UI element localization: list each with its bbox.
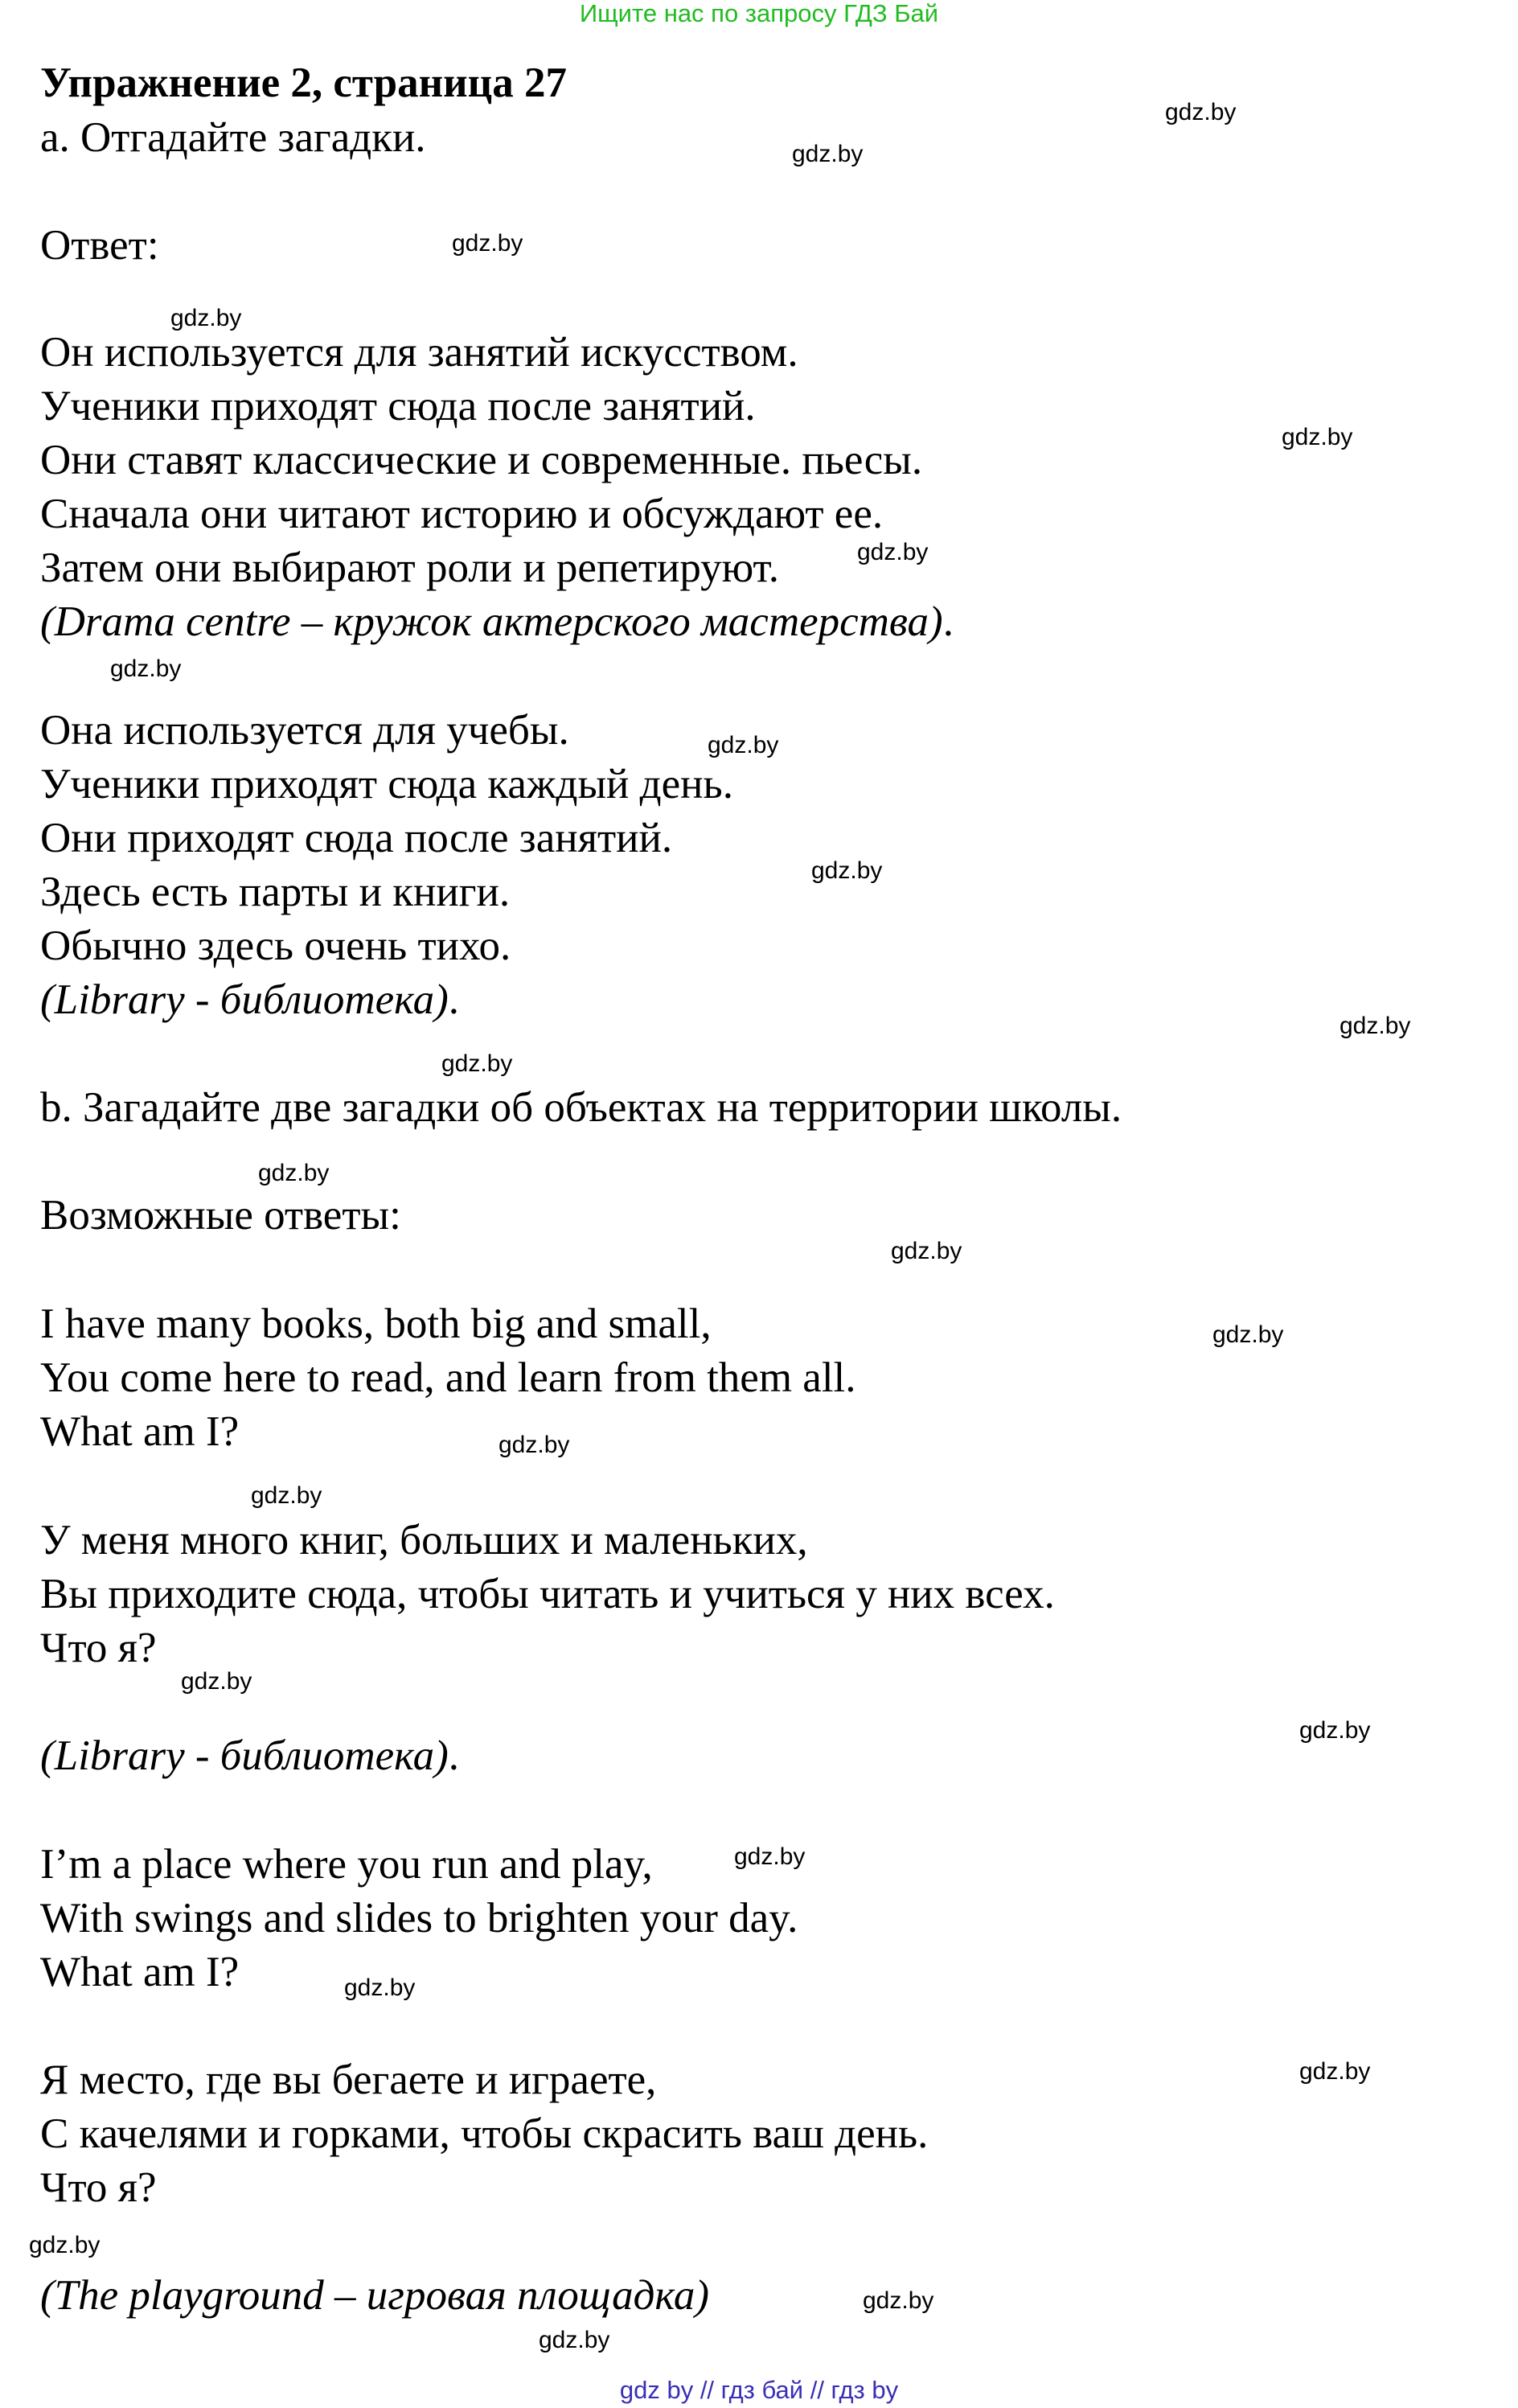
riddle1-answer-period: . (942, 598, 954, 645)
riddle4-ru-line: С качелями и горками, чтобы скрасить ваш день. (40, 2110, 929, 2157)
riddle4-en-line: I’m a place where you run and play, (40, 1841, 653, 1888)
watermark: gdz.by (708, 732, 779, 758)
watermark: gdz.by (1299, 2058, 1371, 2085)
watermark: gdz.by (344, 1974, 416, 2001)
watermark: gdz.by (539, 2327, 610, 2353)
watermark: gdz.by (857, 539, 929, 565)
watermark: gdz.by (1340, 1013, 1411, 1039)
riddle3-answer-text: (Library - библиотека) (40, 1732, 449, 1779)
part-a-heading: а. Отгадайте загадки. (40, 114, 426, 161)
riddle3-ru-line: Что я? (40, 1625, 157, 1671)
riddle4-answer: (The playground – игровая площадка) (40, 2272, 710, 2319)
watermark: gdz.by (1299, 1717, 1371, 1744)
watermark: gdz.by (498, 1432, 570, 1458)
watermark: gdz.by (452, 230, 523, 257)
watermark: gdz.by (251, 1482, 322, 1509)
riddle2-line: Они приходят сюда после занятий. (40, 815, 673, 861)
answer-label: Ответ: (40, 222, 159, 269)
watermark: gdz.by (734, 1843, 806, 1870)
riddle4-ru-line: Я место, где вы бегаете и играете, (40, 2057, 657, 2103)
riddle1-line: Сначала они читают историю и обсуждают ее. (40, 491, 884, 537)
riddle2-line: Она используется для учебы. (40, 707, 569, 754)
exercise-title: Упражнение 2, страница 27 (40, 60, 567, 106)
riddle2-line: Ученики приходят сюда каждый день. (40, 761, 733, 807)
watermark: gdz.by (792, 141, 864, 167)
riddle2-line: Обычно здесь очень тихо. (40, 923, 511, 969)
watermark: gdz.by (811, 857, 883, 884)
riddle2-answer-period: . (448, 976, 460, 1023)
possible-answers-label: Возможные ответы: (40, 1192, 401, 1239)
footer-links[interactable]: gdz by // гдз бай // гдз by (619, 2376, 899, 2404)
watermark: gdz.by (170, 305, 242, 331)
riddle3-answer (40, 1731, 459, 1781)
part-b-heading: b. Загадайте две загадки об объектах на территории школы. (40, 1084, 1122, 1131)
riddle3-ru-line: У меня много книг, больших и маленьких, (40, 1517, 808, 1564)
riddle1-answer (40, 597, 954, 647)
riddle3-ru-line: Вы приходите сюда, чтобы читать и учиться у них всех. (40, 1571, 1055, 1617)
watermark: gdz.by (1165, 99, 1237, 125)
riddle3-answer-period: . (448, 1732, 460, 1779)
riddle3-en-line: You come here to read, and learn from them all. (40, 1354, 856, 1401)
watermark: gdz.by (181, 1668, 252, 1695)
watermark: gdz.by (110, 655, 182, 682)
riddle2-line: Здесь есть парты и книги. (40, 869, 511, 915)
riddle2-answer (40, 975, 459, 1025)
riddle2-answer-text: (Library - библиотека) (40, 976, 449, 1023)
riddle1-answer-text: (Drama centre – кружок актерского мастерства) (40, 598, 943, 645)
watermark: gdz.by (441, 1050, 513, 1077)
riddle1-line: Они ставят классические и современные. пьесы. (40, 437, 923, 483)
watermark: gdz.by (891, 1238, 962, 1264)
watermark: gdz.by (863, 2287, 934, 2314)
riddle4-en-line: What am I? (40, 1949, 240, 1995)
riddle1-line: Ученики приходят сюда после занятий. (40, 383, 756, 429)
riddle1-line: Он используется для занятий искусством. (40, 329, 798, 376)
riddle3-en-line: I have many books, both big and small, (40, 1301, 712, 1347)
watermark: gdz.by (1212, 1321, 1284, 1348)
watermark: gdz.by (1282, 424, 1353, 450)
riddle3-en-line: What am I? (40, 1408, 240, 1455)
riddle1-line: Затем они выбирают роли и репетируют. (40, 544, 779, 591)
watermark: gdz.by (258, 1160, 330, 1186)
watermark: gdz.by (29, 2232, 101, 2258)
top-banner: Ищите нас по запросу ГДЗ Бай (579, 0, 939, 27)
riddle4-en-line: With swings and slides to brighten your day. (40, 1895, 798, 1942)
riddle4-ru-line: Что я? (40, 2164, 157, 2211)
